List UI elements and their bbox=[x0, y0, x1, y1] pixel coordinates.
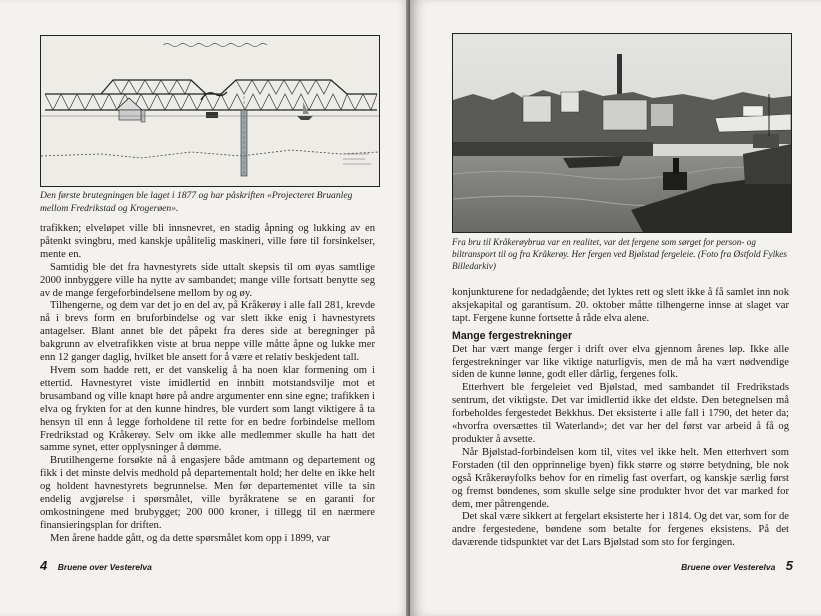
left-page bbox=[0, 0, 410, 616]
left-footer bbox=[40, 557, 152, 575]
page-number: 4 bbox=[40, 558, 48, 573]
paragraph: Det har vært mange ferger i drift over elva gjennom årenes løp. Ikke alle fergestrekninger var like viktige naturligvis, men de må ha vært nødvendige siden de kunne lønne, godt eller dårlig, fergenes folk. bbox=[452, 343, 789, 381]
running-title: Bruene over Vesterelva bbox=[57, 562, 152, 572]
paragraph: Etterhvert ble fergeleiet ved Bjølstad, med sambandet til Fredrikstads sentrum, det viktigste. Det var imidlertid ikke det eldste. Den betegnelsen må forbeholdes fergestedet Bekkhus. Det eksisterte i alle fall i 1790, det heter da; «hvorfra oversættes til Waterland»; det var her del først var arbeid å få og produkter å avsette. bbox=[452, 382, 789, 445]
paragraph: Det skal være sikkert at fergelart eksisterte her i 1814. Og det var, som for de andre fergestedene, bøndene som betalte for fergenes eksistens. På det daværende tidspunktet var det Lars Bjølstad som sto for fergingen. bbox=[452, 511, 789, 549]
paragraph: Men årene hadde gått, og da dette spørsmålet kom opp i 1899, var bbox=[50, 532, 331, 544]
paragraph: Når Bjølstad-forbindelsen kom til, vites vel ikke helt. Men etterhvert som Forstaden (til den opprinnelige byen) fikk større og større betydning, ble nok også Kråkerøyfolks behov for en rimelig fast overfart, og kanskje særlig først og fremst bøndenes, som skulle selge sine produkter hvor det var marked for dem, mer påtrengende. bbox=[452, 446, 789, 510]
paragraph: Brutilhengerne forsøkte nå å engasjere både amtmann og departement og fikk i det minste delvis medhold på departementalt hold; her delte en ikke helt og holdent havnestyrets begrunnelse. Men før departementet ville ta sin endelig avgjørelse i spørsmålet, ville byråkratene se en garanti for omkostningene med brubygget; 200 000 kroner, i tillegg til en nærmere finansieringsplan for driften. bbox=[40, 455, 375, 531]
left-body-text bbox=[40, 223, 375, 546]
section-heading: Mange fergestrekninger bbox=[452, 329, 573, 342]
bridge-drawing-figure bbox=[40, 35, 380, 187]
right-page bbox=[410, 0, 821, 616]
figure-caption: Den første brutegningen ble laget i 1877 og har påskriften «Projecteret Bruanleg mellom Fredrikstad og Krogerøen». bbox=[40, 190, 353, 214]
paragraph: Hvem som hadde rett, er det vanskelig å ha noen klar formening om i ettertid. Havnestyret viste imidlertid en innbitt motstandsvilje mot et brusamband og ville knapt høre på andre argumenter enn sine egne; trafikken i elva og frykten for at den kunne hindres, ble vurdert som langt viktigere å ta hensyn til enn å legge forholdene til rette for en bedre forbindelse mellom Fredrikstad og Kråkerøy. Selv om ikke alle medlemmer skulle ha hatt det samme synet, etter opplysninger å dømme. bbox=[40, 364, 375, 454]
paragraph: Tilhengerne, og dem var det jo en del av, på Kråkerøy i alle fall 281, krevde nå i brevs form en bruforbindelse og var slett ikke enig i havnestyrets antagelser. Blant annet ble det påpekt fra deres side at beregninger på bakgrunn av elvetrafikken viste at brua neppe ville måtte åpne og lukke mer enn 12 ganger daglig, hvilket ble ansett for å være et relativ beskjedent tall. bbox=[40, 300, 375, 364]
paragraph: trafikken; elveløpet ville bli innsnevret, en stadig åpning og lukking av en påtenkt svingbru, med kanskje upålitelig maskineri, ville føre til forsinkelser, mente en. bbox=[40, 223, 375, 260]
photo-caption: Fra bru til Kråkerøybrua var en realitet, var det fergene som sørget for person- og biltransport til og fra Kråkerøy. Her fergen ved Bjølstad fergeleie. (Foto fra Østfold Fylkes Billedarkiv) bbox=[452, 237, 787, 271]
ferry-harbour-photo bbox=[453, 34, 791, 232]
page-number: 5 bbox=[785, 558, 793, 573]
paragraph: konjunkturene for nedadgående; det lyktes rett og slett ikke å få samlet inn nok aksjekapital og garantisum. 20. oktober måtte tilhengerne innse at slaget var tapt. Fergene kunne fortsette å råde elva alene. bbox=[452, 287, 789, 324]
right-body-text bbox=[452, 287, 789, 550]
right-footer bbox=[681, 557, 793, 575]
paragraph: Samtidig ble det fra havnestyrets side uttalt skepsis til om øyas samtlige 2000 innbyggere ville ha nytte av sambandet; mange ville fortsatt benytte seg av de mange fergeforbindelsene mellom by og øy. bbox=[40, 261, 375, 299]
ferry-photo-figure bbox=[452, 33, 792, 233]
running-title: Bruene over Vesterelva bbox=[681, 562, 776, 572]
bridge-drawing-illustration bbox=[41, 36, 379, 186]
